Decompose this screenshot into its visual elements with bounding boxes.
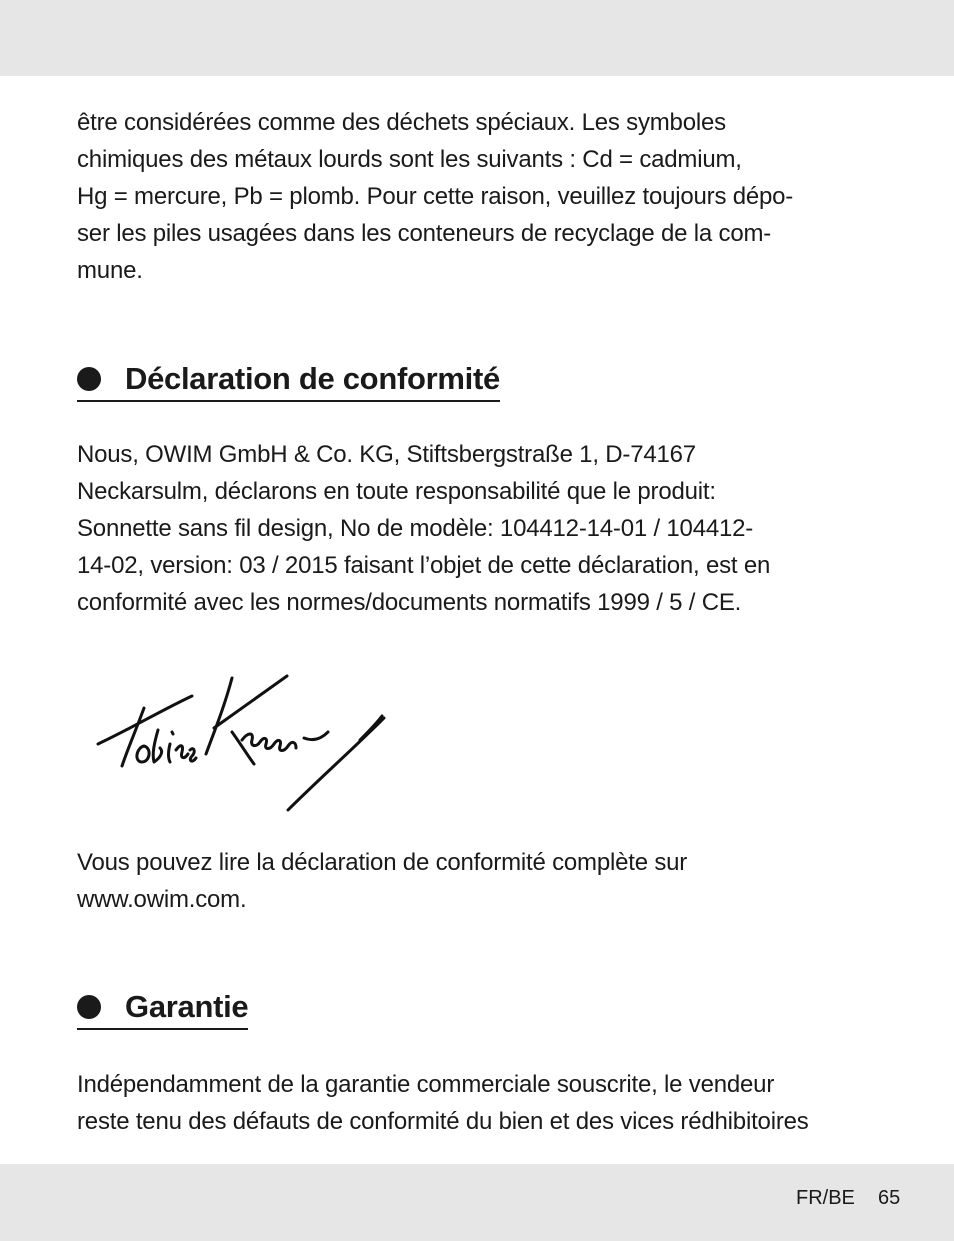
- section-title: Garantie: [125, 989, 249, 1024]
- text-line: Sonnette sans fil design, No de modèle: 104412-14-01 / 104412-: [77, 515, 754, 542]
- text-line: 14-02, version: 03 / 2015 faisant l’objet de cette déclaration, est en: [77, 552, 771, 579]
- text-line: ser les piles usagées dans les conteneurs de recyclage de la com-: [77, 220, 772, 247]
- text-line: Nous, OWIM GmbH & Co. KG, Stiftsbergstraße 1, D-74167: [77, 441, 696, 468]
- footer-locale: FR/BE: [796, 1187, 855, 1209]
- text-line: conformité avec les normes/documents normatifs 1999 / 5 / CE.: [77, 589, 742, 616]
- page-number: 65: [878, 1187, 901, 1209]
- bullet-icon: [77, 995, 101, 1019]
- section-title: Déclaration de conformité: [125, 361, 500, 396]
- text-line: Indépendamment de la garantie commerciale souscrite, le vendeur: [77, 1071, 775, 1098]
- section-heading-garantie: [77, 988, 248, 1030]
- garantie-paragraph: [77, 1066, 877, 1140]
- declaration-note: [77, 844, 877, 918]
- text-line: Hg = mercure, Pb = plomb. Pour cette raison, veuillez toujours dépo-: [77, 183, 794, 210]
- text-line: reste tenu des défauts de conformité du bien et des vices rédhibitoires: [77, 1108, 809, 1135]
- text-line: Vous pouvez lire la déclaration de conformité complète sur: [77, 849, 688, 876]
- header-band: [0, 0, 954, 76]
- signature-image: [92, 668, 402, 813]
- intro-paragraph: [77, 104, 877, 289]
- declaration-paragraph: [77, 436, 877, 621]
- section-heading-declaration: [77, 360, 500, 402]
- bullet-icon: [77, 367, 101, 391]
- text-line: être considérées comme des déchets spéciaux. Les symboles: [77, 109, 726, 136]
- text-line: mune.: [77, 257, 143, 284]
- text-line: chimiques des métaux lourds sont les suivants : Cd = cadmium,: [77, 146, 742, 173]
- text-line: Neckarsulm, déclarons en toute responsabilité que le produit:: [77, 478, 716, 505]
- text-line: www.owim.com.: [77, 886, 247, 913]
